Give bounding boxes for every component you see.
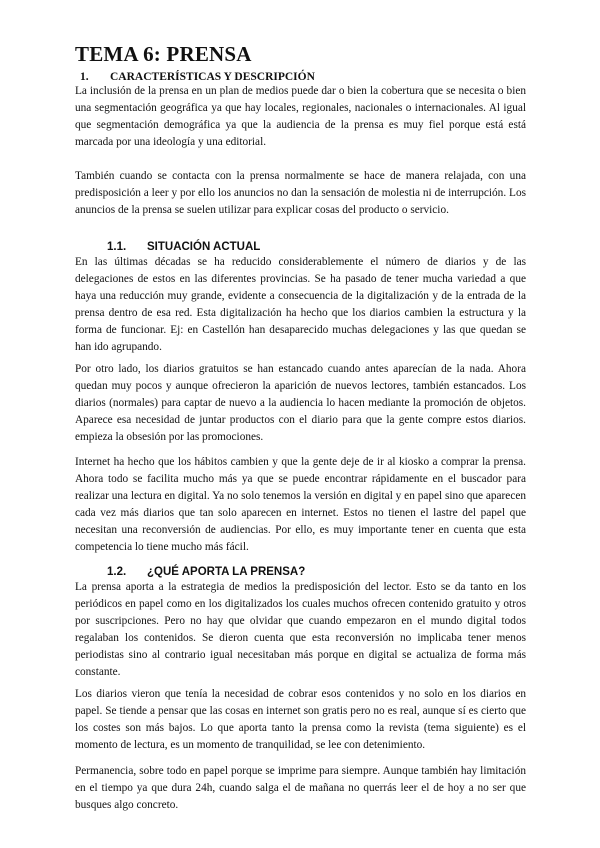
section-1-title: CARACTERÍSTICAS Y DESCRIPCIÓN <box>110 71 315 83</box>
paragraph-aporta-3: Permanencia, sobre todo en papel porque se imprime para siempre. Aunque también hay limitación en el tiempo ya que dura 24h, cuando salga el de mañana no querrás leer el de hoy a no ser que busques algo concreto. <box>75 765 526 812</box>
section-1-2-number: 1.2. <box>107 566 127 578</box>
page-title: TEMA 6: PRENSA <box>75 42 252 66</box>
section-1-1-heading <box>107 240 260 254</box>
paragraph-intro-1: La inclusión de la prensa en un plan de medios puede dar o bien la cobertura que se necesita o bien una segmentación geográfica ya que hay locales, regionales, nacionales o internacionales. Al igual que segmentación demográfica ya que la audiencia de la prensa es muy fiel porque está está marcada por una ideología y una editorial. <box>75 85 526 149</box>
paragraph-situacion-1: En las últimas décadas se ha reducido considerablemente el número de diarios y de las delegaciones de estos en las diferentes provincias. Se ha pasado de tener mucha variedad a que haya una reducción muy grande, evidente a consecuencia de la digitalización y de la entrada de la prensa dentro de esa red. Esta digitalización ha hecho que los diarios cambien la estructura y la forma de funcionar. Ej: en Castellón han desaparecido muchas delegaciones y las que quedan se han ido agrupando. <box>75 256 526 354</box>
paragraph-situacion-2: Por otro lado, los diarios gratuitos se han estancado cuando antes aparecían de la nada. Ahora quedan muy pocos y aunque ofrecieron la aparición de nuevos lectores, también estancados. Los diarios (normales) para captar de nuevo a la audiencia lo hacen mediante la promoción de objetos. Aparece esa necesidad de juntar productos con el diario para que la gente compre estos diarios. empieza la obsesión por las promociones. <box>75 363 526 444</box>
section-1-1-title: SITUACIÓN ACTUAL <box>147 241 261 253</box>
section-1-heading <box>80 70 315 84</box>
section-1-1-number: 1.1. <box>107 241 127 253</box>
paragraph-aporta-2: Los diarios vieron que tenía la necesidad de cobrar esos contenidos y no solo en los diarios en papel. Se tiende a pensar que las cosas en internet son gratis pero no es real, aunque sí es cierto que los costes son más bajos. Lo que aporta tanto la prensa como la revista (tema siguiente) es el momento de lectura, es un momento de tranquilidad, se lee con detenimiento. <box>75 688 526 752</box>
section-1-number: 1. <box>80 71 89 83</box>
paragraph-aporta-1: La prensa aporta a la estrategia de medios la predisposición del lector. Esto se da tanto en los periódicos en papel como en los digitalizados los cuales muchos ofrecen contenido gratuito y otros por suscripciones. Pero no hay que olvidar que cuando empezaron en el mundo digital todos regalaban los contenidos. Se dieron cuenta que esta reconversión no implicaba tener menos periodistas sino al contrario igual necesitaban más porque en digital se actualiza de forma más constante. <box>75 581 526 679</box>
section-1-2-heading <box>107 565 305 579</box>
paragraph-situacion-3: Internet ha hecho que los hábitos cambien y que la gente deje de ir al kiosko a comprar la prensa. Ahora todo se facilita mucho más ya que se puede encontrar rápidamente en el buscador para realizar una lectura en digital. Ya no solo tenemos la versión en digital y en papel sino que aparecen cada vez más diarios que tan solo aparecen en internet. Estos no tienen el lastre del papel que necesitan una reconversión de audiencias. Por ello, es muy importante tener en cuenta que esta competencia lo tiene mucho más fácil. <box>75 456 526 554</box>
section-1-2-title: ¿QUÉ APORTA LA PRENSA? <box>147 566 306 578</box>
paragraph-intro-2: También cuando se contacta con la prensa normalmente se hace de manera relajada, con una predisposición a leer y por ello los anuncios no dan la sensación de molestia ni de interrupción. Los anuncios de la prensa se suelen utilizar para explicar cosas del producto o servicio. <box>75 170 526 217</box>
